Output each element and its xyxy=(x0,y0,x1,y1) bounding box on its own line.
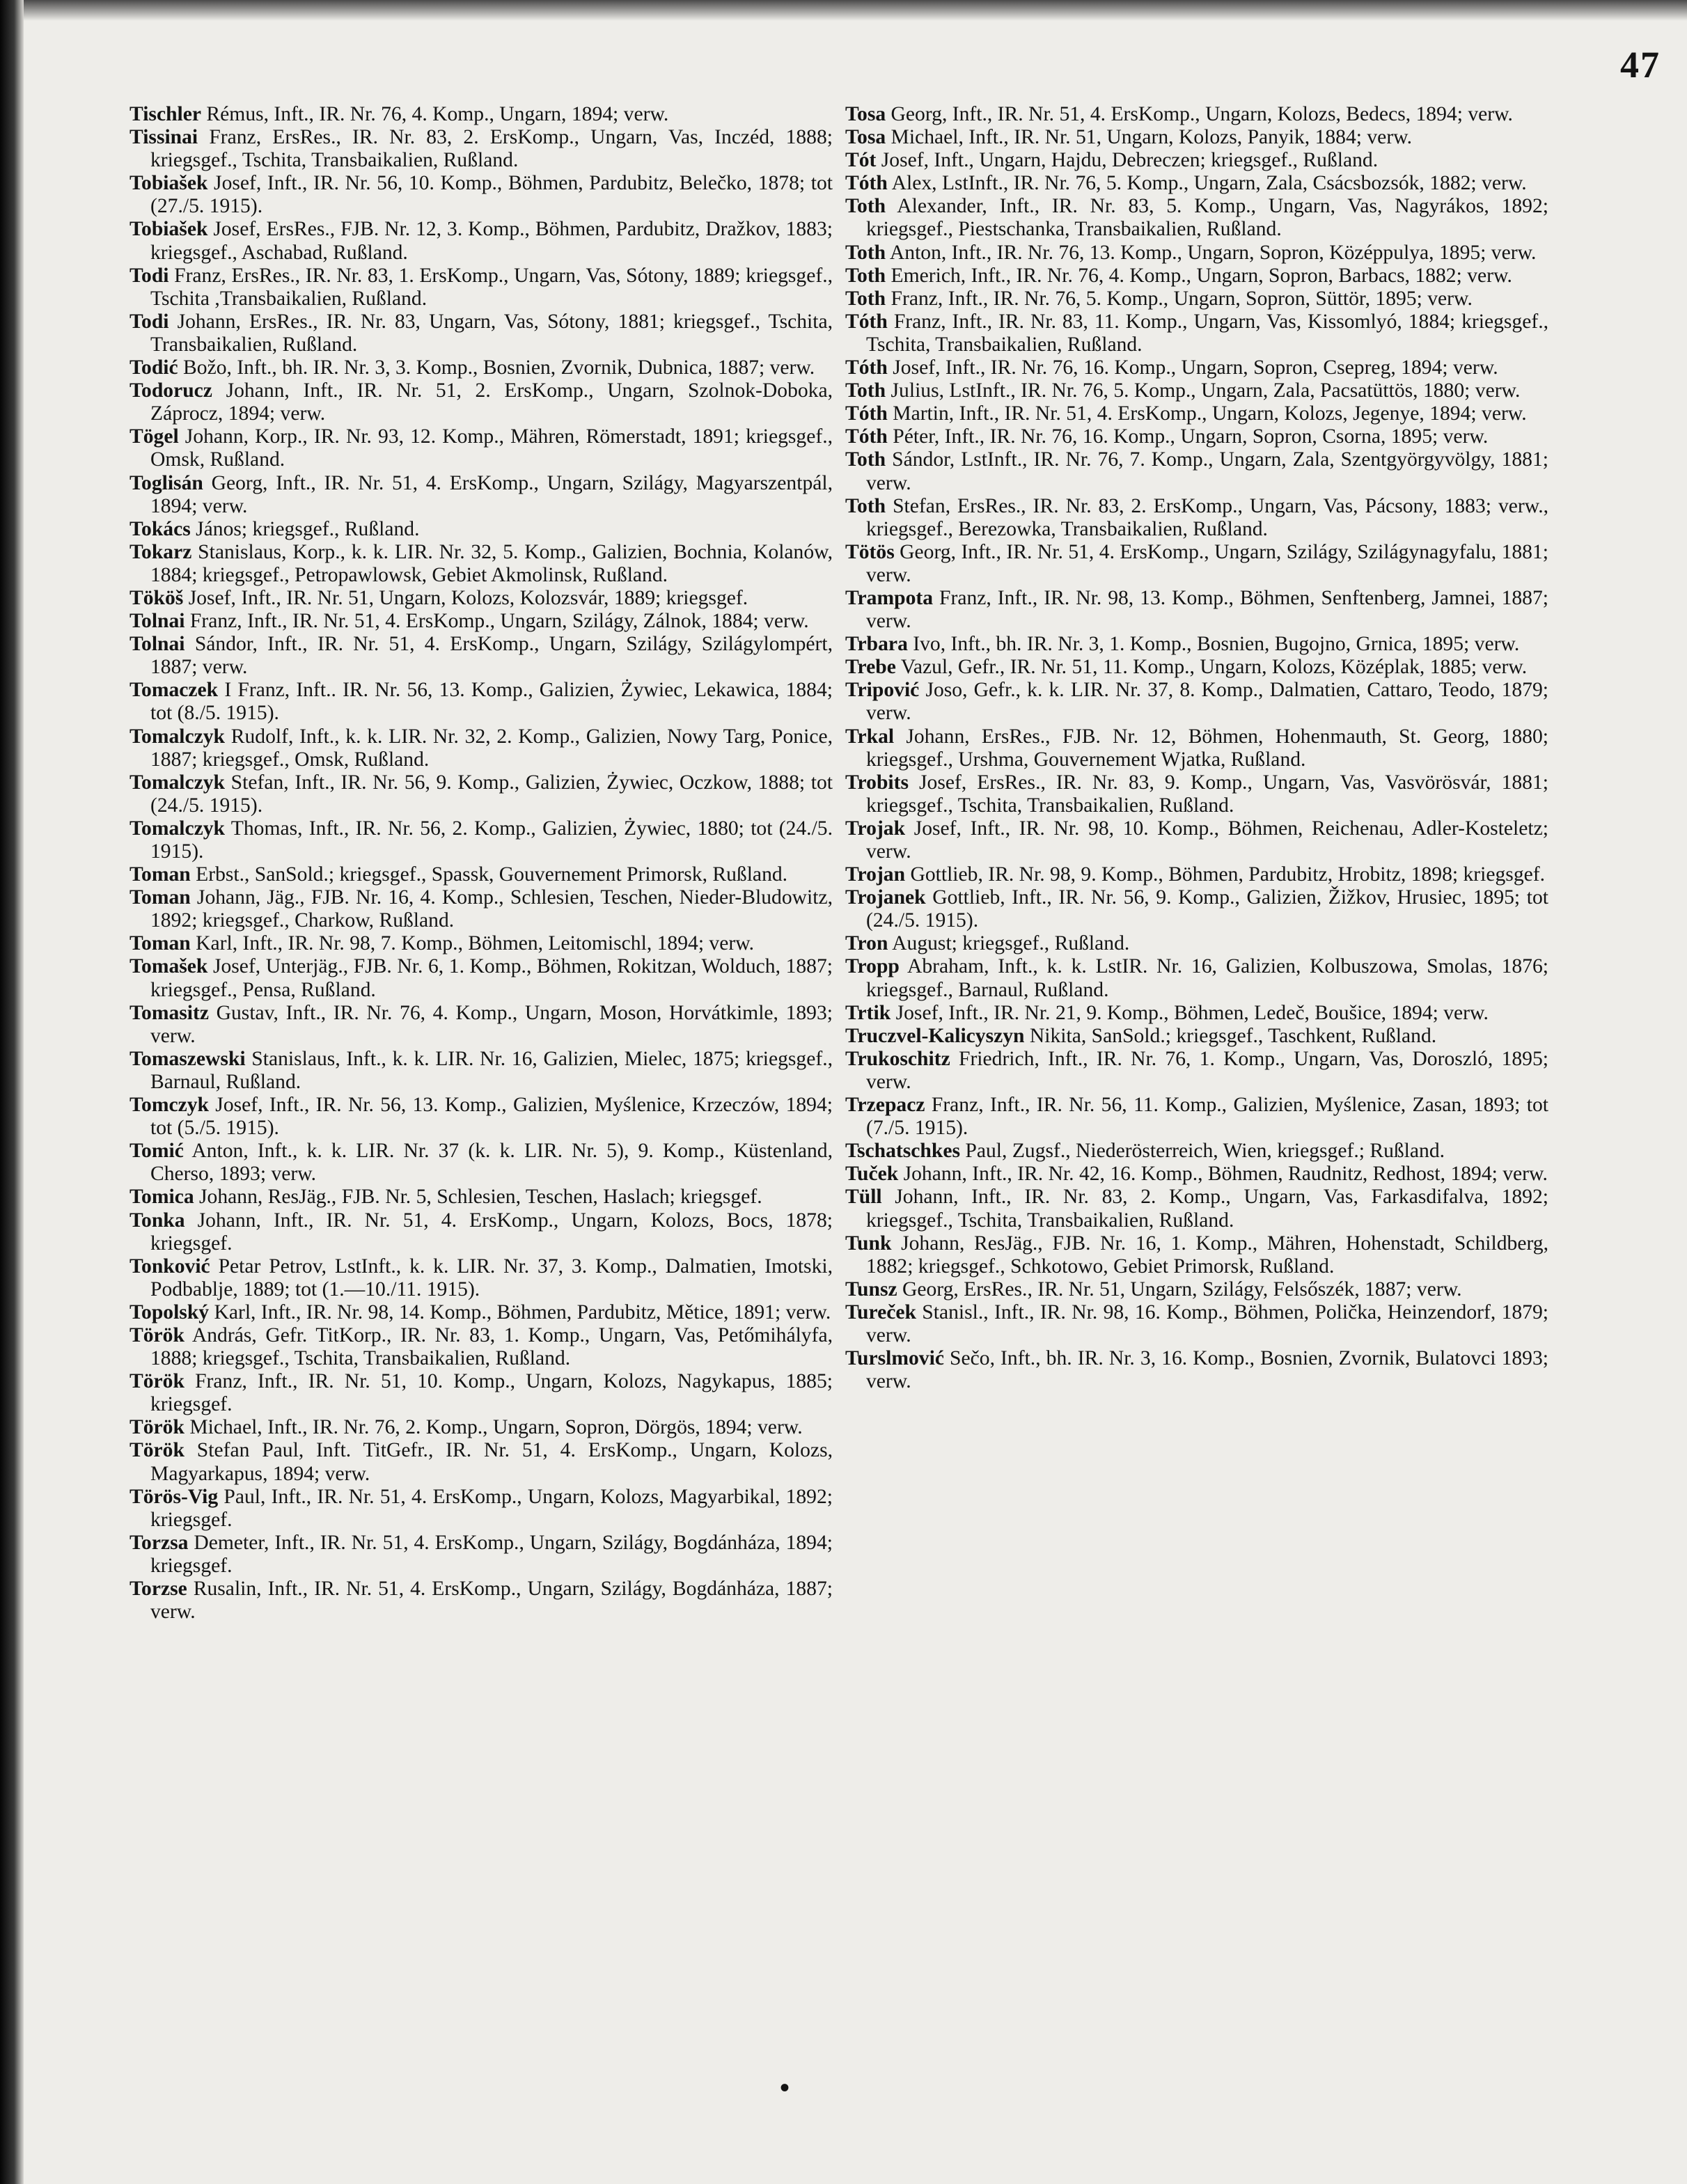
entry-surname: Tót xyxy=(845,149,877,172)
list-entry xyxy=(845,1347,1548,1393)
list-entry xyxy=(845,1301,1548,1347)
list-entry xyxy=(130,172,833,218)
entry-details: Franz, Inft., IR. Nr. 56, 11. Komp., Galizien, Myślenice, Zasan, 1893; tot (7./5. 1915). xyxy=(866,1094,1548,1140)
entry-surname: Tomasitz xyxy=(130,1001,209,1024)
entry-details: Nikita, SanSold.; kriegsgef., Taschkent, Rußland. xyxy=(1024,1024,1437,1047)
entry-details: Josef, Inft., IR. Nr. 98, 10. Komp., Böhmen, Reichenau, Adler-Kosteletz; verw. xyxy=(866,817,1548,863)
entry-surname: Topolský xyxy=(130,1301,210,1323)
entry-details: Gottlieb, IR. Nr. 98, 9. Komp., Böhmen, Pardubitz, Hrobitz, 1898; kriegsgef. xyxy=(905,863,1546,886)
list-entry xyxy=(130,1255,833,1301)
entry-details: Josef, ErsRes., IR. Nr. 83, 9. Komp., Ungarn, Vas, Vasvörösvár, 1881; kriegsgef., Tschita, Transbaikalien, Rußland. xyxy=(866,771,1548,817)
entry-surname: Tischler xyxy=(130,103,202,125)
entry-details: Alex, LstInft., IR. Nr. 76, 5. Komp., Ungarn, Zala, Csácsbozsók, 1882; verw. xyxy=(887,172,1527,195)
page-mark: • xyxy=(780,2072,790,2103)
entry-surname: Tüll xyxy=(845,1186,882,1209)
list-entry xyxy=(845,402,1548,425)
list-entry xyxy=(845,126,1548,149)
entry-surname: Tomašek xyxy=(130,955,208,978)
entry-details: Josef, ErsRes., FJB. Nr. 12, 3. Komp., Böhmen, Pardubitz, Dražkov, 1883; kriegsgef., Aschabad, Rußland. xyxy=(150,218,833,264)
list-entry xyxy=(845,771,1548,817)
list-entry xyxy=(130,379,833,425)
entry-surname: Toth xyxy=(845,448,886,471)
list-entry xyxy=(130,955,833,1001)
entry-details: Emerich, Inft., IR. Nr. 76, 4. Komp., Ungarn, Sopron, Barbacs, 1882; verw. xyxy=(886,264,1512,287)
entry-details: Rusalin, Inft., IR. Nr. 51, 4. ErsKomp., Ungarn, Szilágy, Bogdánháza, 1887; verw. xyxy=(150,1578,833,1624)
entry-surname: Tolnai xyxy=(130,610,185,633)
entry-surname: Tobiašek xyxy=(130,172,208,195)
list-entry xyxy=(130,311,833,356)
list-entry xyxy=(845,679,1548,725)
entry-details: Ivo, Inft., bh. IR. Nr. 3, 1. Komp., Bosnien, Bugojno, Grnica, 1895; verw. xyxy=(907,633,1520,656)
entry-surname: Török xyxy=(130,1416,185,1439)
entry-details: Franz, Inft., IR. Nr. 51, 10. Komp., Ungarn, Kolozs, Nagykapus, 1885; kriegsgef. xyxy=(150,1370,833,1416)
list-entry xyxy=(845,932,1548,955)
entry-surname: Trzepacz xyxy=(845,1094,925,1117)
list-entry xyxy=(130,1439,833,1485)
entry-details: Georg, Inft., IR. Nr. 51, 4. ErsKomp., Ungarn, Kolozs, Bedecs, 1894; verw. xyxy=(886,103,1513,125)
list-entry xyxy=(845,1278,1548,1301)
list-entry xyxy=(845,1048,1548,1094)
list-entry xyxy=(845,955,1548,1001)
entry-surname: Tomaszewski xyxy=(130,1047,246,1070)
entry-details: Erbst., SanSold.; kriegsgef., Spassk, Gouvernement Primorsk, Rußland. xyxy=(190,863,788,886)
list-entry xyxy=(845,541,1548,587)
entry-details: Stanislaus, Inft., k. k. LIR. Nr. 16, Galizien, Mielec, 1875; kriegsgef., Barnaul, Rußland. xyxy=(150,1047,833,1093)
entry-details: Stefan, Inft., IR. Nr. 56, 9. Komp., Galizien, Żywiec, Oczkow, 1888; tot (24./5. 1915). xyxy=(150,771,833,817)
list-entry xyxy=(130,587,833,610)
list-entry xyxy=(130,932,833,955)
list-entry xyxy=(845,587,1548,633)
entry-details: Josef, Inft., IR. Nr. 21, 9. Komp., Böhmen, Ledeč, Boušice, 1894; verw. xyxy=(890,1001,1489,1024)
entry-surname: Trtik xyxy=(845,1001,891,1024)
entry-surname: Tötös xyxy=(845,540,895,563)
entry-surname: Toman xyxy=(130,863,191,886)
right-column xyxy=(845,103,1548,1393)
entry-surname: Tobiašek xyxy=(130,218,208,241)
entry-details: Johann, Korp., IR. Nr. 93, 12. Komp., Mähren, Römerstadt, 1891; kriegsgef., Omsk, Rußland. xyxy=(150,425,833,471)
list-entry xyxy=(845,656,1548,679)
entry-details: Julius, LstInft., IR. Nr. 76, 5. Komp., Ungarn, Zala, Pacsatüttös, 1880; verw. xyxy=(886,379,1521,402)
entry-surname: Toman xyxy=(130,932,191,955)
entry-surname: Török xyxy=(130,1370,185,1393)
entry-surname: Toglisán xyxy=(130,471,203,494)
list-entry xyxy=(130,679,833,725)
list-entry xyxy=(130,1301,833,1324)
entry-details: Franz, Inft., IR. Nr. 76, 5. Komp., Ungarn, Sopron, Süttör, 1895; verw. xyxy=(886,287,1473,310)
entry-details: Sečo, Inft., bh. IR. Nr. 3, 16. Komp., Bosnien, Zvornik, Bulatovci 1893; verw. xyxy=(866,1347,1548,1393)
entry-surname: Tököš xyxy=(130,586,184,609)
entry-surname: Toth xyxy=(845,494,886,517)
entry-details: Thomas, Inft., IR. Nr. 56, 2. Komp., Galizien, Żywiec, 1880; tot (24./5. 1915). xyxy=(150,817,833,863)
entry-details: Josef, Inft., Ungarn, Hajdu, Debreczen; kriegsgef., Rußland. xyxy=(876,149,1379,172)
entry-details: Georg, Inft., IR. Nr. 51, 4. ErsKomp., Ungarn, Szilágy, Magyarszentpál, 1894; verw. xyxy=(150,471,833,517)
list-entry xyxy=(845,242,1548,265)
list-entry xyxy=(845,1186,1548,1232)
entry-details: Josef, Unterjäg., FJB. Nr. 6, 1. Komp., Böhmen, Rokitzan, Wolduch, 1887; kriegsgef., Pensa, Rußland. xyxy=(150,955,833,1001)
left-column xyxy=(130,103,833,1624)
list-entry xyxy=(130,425,833,471)
entry-surname: Tschatschkes xyxy=(845,1140,961,1163)
entry-surname: Tomić xyxy=(130,1140,184,1163)
entry-details: Paul, Zugsf., Niederösterreich, Wien, kriegsgef.; Rußland. xyxy=(960,1140,1445,1163)
entry-surname: Tosa xyxy=(845,126,886,149)
entry-details: Johann, Inft., IR. Nr. 51, 2. ErsKomp., Ungarn, Szolnok-Doboka, Záprocz, 1894; verw. xyxy=(150,379,833,425)
list-entry xyxy=(845,633,1548,656)
entry-details: Anton, Inft., IR. Nr. 76, 13. Komp., Ungarn, Sopron, Középpulya, 1895; verw. xyxy=(886,241,1537,264)
entry-details: Franz, ErsRes., IR. Nr. 83, 1. ErsKomp., Ungarn, Vas, Sótony, 1889; kriegsgef., Tschita ,Transbaikalien, Rußland. xyxy=(150,264,833,310)
list-entry xyxy=(845,311,1548,356)
entry-surname: Tóth xyxy=(845,172,888,195)
entry-surname: Trebe xyxy=(845,656,896,679)
entry-surname: Tóth xyxy=(845,425,888,448)
entry-surname: Trukoschitz xyxy=(845,1047,950,1070)
list-entry xyxy=(845,195,1548,241)
entry-details: Abraham, Inft., k. k. LstIR. Nr. 16, Galizien, Kolbuszowa, Smolas, 1876; kriegsgef., Barnaul, Rußland. xyxy=(866,955,1548,1001)
list-entry xyxy=(130,1094,833,1140)
list-entry xyxy=(845,886,1548,932)
entry-surname: Toman xyxy=(130,886,191,909)
entry-details: Božo, Inft., bh. IR. Nr. 3, 3. Komp., Bosnien, Zvornik, Dubnica, 1887; verw. xyxy=(178,356,815,379)
list-entry xyxy=(130,541,833,587)
entry-surname: Tomaczek xyxy=(130,679,219,702)
list-entry xyxy=(130,725,833,771)
entry-surname: Truczvel-Kalicyszyn xyxy=(845,1024,1025,1047)
entry-details: Sándor, Inft., IR. Nr. 51, 4. ErsKomp., Ungarn, Szilágy, Szilágylompért, 1887; verw. xyxy=(150,633,833,679)
entry-details: János; kriegsgef., Rußland. xyxy=(190,517,420,540)
entry-details: I Franz, Inft.. IR. Nr. 56, 13. Komp., Galizien, Żywiec, Lekawica, 1884; tot (8./5. 1915). xyxy=(150,679,833,725)
page-number: 47 xyxy=(1620,44,1661,86)
entry-surname: Toth xyxy=(845,241,886,264)
entry-surname: Torzsa xyxy=(130,1531,189,1554)
entry-surname: Tunk xyxy=(845,1232,892,1255)
entry-surname: Toth xyxy=(845,287,886,310)
entry-details: Johann, ErsRes., IR. Nr. 83, Ungarn, Vas, Sótony, 1881; kriegsgef., Tschita, Transbaikalien, Rußland. xyxy=(150,310,833,356)
entry-surname: Tron xyxy=(845,932,888,955)
entry-surname: Toth xyxy=(845,379,886,402)
entry-surname: Toth xyxy=(845,264,886,287)
entry-surname: Trkal xyxy=(845,725,895,748)
entry-details: Michael, Inft., IR. Nr. 76, 2. Komp., Ungarn, Sopron, Dörgös, 1894; verw. xyxy=(184,1416,803,1439)
list-entry xyxy=(130,1186,833,1209)
entry-surname: Török xyxy=(130,1439,185,1462)
entry-details: Josef, Inft., IR. Nr. 56, 13. Komp., Galizien, Myślenice, Krzeczów, 1894; tot (5./5. 1915). xyxy=(150,1094,833,1140)
entry-surname: Trbara xyxy=(845,633,908,656)
entry-surname: Torzse xyxy=(130,1578,187,1600)
entry-details: Gottlieb, Inft., IR. Nr. 56, 9. Komp., Galizien, Žižkov, Hrusiec, 1895; tot (24./5. 1915). xyxy=(866,886,1548,932)
list-entry xyxy=(845,1163,1548,1186)
entry-surname: Trampota xyxy=(845,586,934,609)
entry-surname: Trobits xyxy=(845,771,909,794)
entry-surname: Todi xyxy=(130,264,169,287)
entry-details: Péter, Inft., IR. Nr. 76, 16. Komp., Ungarn, Sopron, Csorna, 1895; verw. xyxy=(887,425,1489,448)
entry-surname: Tripović xyxy=(845,679,920,702)
list-entry xyxy=(845,448,1548,494)
entry-surname: Tóth xyxy=(845,402,888,425)
list-entry xyxy=(130,1140,833,1186)
entry-details: Georg, Inft., IR. Nr. 51, 4. ErsKomp., Ungarn, Szilágy, Szilágynagyfalu, 1881; verw. xyxy=(866,540,1548,586)
entry-surname: Tomczyk xyxy=(130,1094,209,1117)
list-entry xyxy=(845,265,1548,288)
entry-surname: Trojan xyxy=(845,863,906,886)
entry-details: Gustav, Inft., IR. Nr. 76, 4. Komp., Ungarn, Moson, Horvátkimle, 1893; verw. xyxy=(150,1001,833,1047)
list-entry xyxy=(845,725,1548,771)
entry-surname: Tóth xyxy=(845,356,888,379)
entry-surname: Tissinai xyxy=(130,126,198,149)
entry-details: Johann, ResJäg., FJB. Nr. 5, Schlesien, Teschen, Haslach; kriegsgef. xyxy=(194,1186,762,1209)
entry-surname: Tögel xyxy=(130,425,179,448)
entry-details: Franz, ErsRes., IR. Nr. 83, 2. ErsKomp., Ungarn, Vas, Inczéd, 1888; kriegsgef., Tschita, Transbaikalien, Rußland. xyxy=(150,126,833,172)
entry-surname: Tokarz xyxy=(130,540,192,563)
entry-details: Franz, Inft., IR. Nr. 98, 13. Komp., Böhmen, Senftenberg, Jamnei, 1887; verw. xyxy=(866,586,1548,633)
list-entry xyxy=(130,1532,833,1578)
entry-surname: Török xyxy=(130,1323,185,1346)
entry-surname: Tosa xyxy=(845,103,886,125)
entry-details: Josef, Inft., IR. Nr. 56, 10. Komp., Böhmen, Pardubitz, Belečko, 1878; tot (27./5. 1915). xyxy=(150,172,833,218)
entry-details: Johann, ErsRes., FJB. Nr. 12, Böhmen, Hohenmauth, St. Georg, 1880; kriegsgef., Urshma, Gouvernement Wjatka, Rußland. xyxy=(866,725,1548,771)
entry-details: Josef, Inft., IR. Nr. 76, 16. Komp., Ungarn, Sopron, Csepreg, 1894; verw. xyxy=(887,356,1498,379)
entry-details: Karl, Inft., IR. Nr. 98, 7. Komp., Böhmen, Leitomischl, 1894; verw. xyxy=(190,932,755,955)
entry-surname: Tokács xyxy=(130,517,191,540)
entry-details: Stefan, ErsRes., IR. Nr. 83, 2. ErsKomp., Ungarn, Vas, Pácsony, 1883; verw., kriegsgef., Berezowka, Transbaikalien, Rußland. xyxy=(866,494,1548,540)
list-entry xyxy=(130,633,833,679)
entry-details: Franz, Inft., IR. Nr. 83, 11. Komp., Ungarn, Vas, Kissomlyó, 1884; kriegsgef., Tschita, Transbaikalien, Rußland. xyxy=(866,310,1548,356)
entry-details: Stanislaus, Korp., k. k. LIR. Nr. 32, 5. Komp., Galizien, Bochnia, Kolanów, 1884; kriegsgef., Petropawlowsk, Gebiet Akmolinsk, Rußland. xyxy=(150,540,833,586)
list-entry xyxy=(130,1048,833,1094)
list-entry xyxy=(130,103,833,126)
scan-shadow-left xyxy=(0,0,24,2184)
entry-surname: Trojanek xyxy=(845,886,926,909)
entry-details: Sándor, LstInft., IR. Nr. 76, 7. Komp., Ungarn, Zala, Szentgyörgyvölgy, 1881; verw. xyxy=(866,448,1548,494)
list-entry xyxy=(130,610,833,633)
list-entry xyxy=(845,1002,1548,1025)
list-entry xyxy=(130,356,833,379)
entry-surname: Turslmović xyxy=(845,1347,944,1370)
entry-details: Alexander, Inft., IR. Nr. 83, 5. Komp., Ungarn, Vas, Nagyrákos, 1892; kriegsgef., Piestschanka, Transbaikalien, Rußland. xyxy=(866,195,1548,241)
entry-details: August; kriegsgef., Rußland. xyxy=(888,932,1130,955)
list-entry xyxy=(130,1209,833,1255)
entry-details: Vazul, Gefr., IR. Nr. 51, 11. Komp., Ungarn, Kolozs, Középlak, 1885; verw. xyxy=(895,656,1528,679)
entry-details: András, Gefr. TitKorp., IR. Nr. 83, 1. Komp., Ungarn, Vas, Petőmihályfa, 1888; kriegsgef., Tschita, Transbaikalien, Rußland. xyxy=(150,1323,833,1370)
entry-details: Johann, Inft., IR. Nr. 51, 4. ErsKomp., Ungarn, Kolozs, Bocs, 1878; kriegsgef. xyxy=(150,1209,833,1255)
entry-surname: Tomalczyk xyxy=(130,817,226,840)
entry-details: Johann, Jäg., FJB. Nr. 16, 4. Komp., Schlesien, Teschen, Nieder-Bludowitz, 1892; kriegsgef., Charkow, Rußland. xyxy=(150,886,833,932)
entry-surname: Tonković xyxy=(130,1255,210,1278)
entry-surname: Tomalczyk xyxy=(130,771,226,794)
list-entry xyxy=(845,103,1548,126)
list-entry xyxy=(845,1094,1548,1140)
entry-surname: Tolnai xyxy=(130,633,185,656)
scan-shadow-top xyxy=(0,0,1687,21)
entry-details: Petar Petrov, LstInft., k. k. LIR. Nr. 37, 3. Komp., Dalmatien, Imotski, Podbablje, 1889; tot (1.—10./11. 1915). xyxy=(150,1255,833,1301)
list-entry xyxy=(130,1416,833,1439)
list-entry xyxy=(845,149,1548,172)
entry-details: Paul, Inft., IR. Nr. 51, 4. ErsKomp., Ungarn, Kolozs, Magyarbikal, 1892; kriegsgef. xyxy=(150,1485,833,1531)
entry-surname: Tóth xyxy=(845,310,888,333)
list-entry xyxy=(845,863,1548,886)
list-entry xyxy=(130,771,833,817)
entry-details: Johann, Inft., IR. Nr. 83, 2. Komp., Ungarn, Vas, Farkasdifalva, 1892; kriegsgef., Tschita, Transbaikalien, Rußland. xyxy=(866,1186,1548,1232)
entry-details: Josef, Inft., IR. Nr. 51, Ungarn, Kolozs, Kolozsvár, 1889; kriegsgef. xyxy=(183,586,748,609)
entry-surname: Tuček xyxy=(845,1163,899,1186)
list-entry xyxy=(845,1025,1548,1048)
entry-surname: Törös-Vig xyxy=(130,1485,219,1508)
list-entry xyxy=(845,817,1548,863)
entry-surname: Trojak xyxy=(845,817,906,840)
entry-details: Anton, Inft., k. k. LIR. Nr. 37 (k. k. LIR. Nr. 5), 9. Komp., Küstenland, Cherso, 1893; verw. xyxy=(150,1140,833,1186)
entry-details: Stanisl., Inft., IR. Nr. 98, 16. Komp., Böhmen, Polička, Heinzendorf, 1879; verw. xyxy=(866,1301,1548,1346)
list-entry xyxy=(845,495,1548,541)
list-entry xyxy=(845,379,1548,402)
entry-details: Johann, Inft., IR. Nr. 42, 16. Komp., Böhmen, Raudnitz, Redhost, 1894; verw. xyxy=(898,1163,1548,1186)
list-entry xyxy=(845,356,1548,379)
entry-details: Friedrich, Inft., IR. Nr. 76, 1. Komp., Ungarn, Vas, Doroszló, 1895; verw. xyxy=(866,1047,1548,1093)
entry-details: Demeter, Inft., IR. Nr. 51, 4. ErsKomp., Ungarn, Szilágy, Bogdánháza, 1894; kriegsgef. xyxy=(150,1531,833,1577)
entry-surname: Tonka xyxy=(130,1209,185,1232)
list-entry xyxy=(845,1140,1548,1163)
list-entry xyxy=(130,1578,833,1624)
list-entry xyxy=(130,1370,833,1416)
list-entry xyxy=(845,172,1548,195)
entry-surname: Tomica xyxy=(130,1186,194,1209)
list-entry xyxy=(130,126,833,172)
list-entry xyxy=(130,218,833,264)
entry-surname: Toth xyxy=(845,195,886,218)
entry-surname: Tunsz xyxy=(845,1278,897,1301)
entry-surname: Tropp xyxy=(845,955,900,978)
entry-details: Georg, ErsRes., IR. Nr. 51, Ungarn, Szilágy, Felsőszék, 1887; verw. xyxy=(897,1278,1462,1301)
list-entry xyxy=(130,886,833,932)
entry-details: Rémus, Inft., IR. Nr. 76, 4. Komp., Ungarn, 1894; verw. xyxy=(201,103,669,125)
entry-surname: Tureček xyxy=(845,1301,916,1323)
list-entry xyxy=(130,863,833,886)
list-entry xyxy=(845,1232,1548,1278)
entry-surname: Todi xyxy=(130,310,169,333)
list-entry xyxy=(130,1002,833,1048)
list-entry xyxy=(130,518,833,541)
list-entry xyxy=(130,1486,833,1532)
list-entry xyxy=(130,265,833,311)
list-entry xyxy=(845,425,1548,448)
list-entry xyxy=(130,472,833,518)
list-entry xyxy=(130,1324,833,1370)
entry-details: Stefan Paul, Inft. TitGefr., IR. Nr. 51, 4. ErsKomp., Ungarn, Kolozs, Magyarkapus, 1894; verw. xyxy=(150,1439,833,1485)
list-entry xyxy=(845,288,1548,311)
entry-surname: Tomalczyk xyxy=(130,725,226,748)
entry-details: Karl, Inft., IR. Nr. 98, 14. Komp., Böhmen, Pardubitz, Mětice, 1891; verw. xyxy=(209,1301,831,1323)
entry-details: Martin, Inft., IR. Nr. 51, 4. ErsKomp., Ungarn, Kolozs, Jegenye, 1894; verw. xyxy=(887,402,1527,425)
entry-details: Michael, Inft., IR. Nr. 51, Ungarn, Kolozs, Panyik, 1884; verw. xyxy=(886,126,1413,149)
entry-details: Joso, Gefr., k. k. LIR. Nr. 37, 8. Komp., Dalmatien, Cattaro, Teodo, 1879; verw. xyxy=(866,679,1548,725)
entry-surname: Todorucz xyxy=(130,379,212,402)
list-entry xyxy=(130,817,833,863)
entry-details: Johann, ResJäg., FJB. Nr. 16, 1. Komp., Mähren, Hohenstadt, Schildberg, 1882; kriegsgef., Schkotowo, Gebiet Primorsk, Rußland. xyxy=(866,1232,1548,1278)
entry-details: Rudolf, Inft., k. k. LIR. Nr. 32, 2. Komp., Galizien, Nowy Targ, Ponice, 1887; kriegsgef., Omsk, Rußland. xyxy=(150,725,833,771)
entry-details: Franz, Inft., IR. Nr. 51, 4. ErsKomp., Ungarn, Szilágy, Zálnok, 1884; verw. xyxy=(185,610,809,633)
entry-surname: Todić xyxy=(130,356,178,379)
